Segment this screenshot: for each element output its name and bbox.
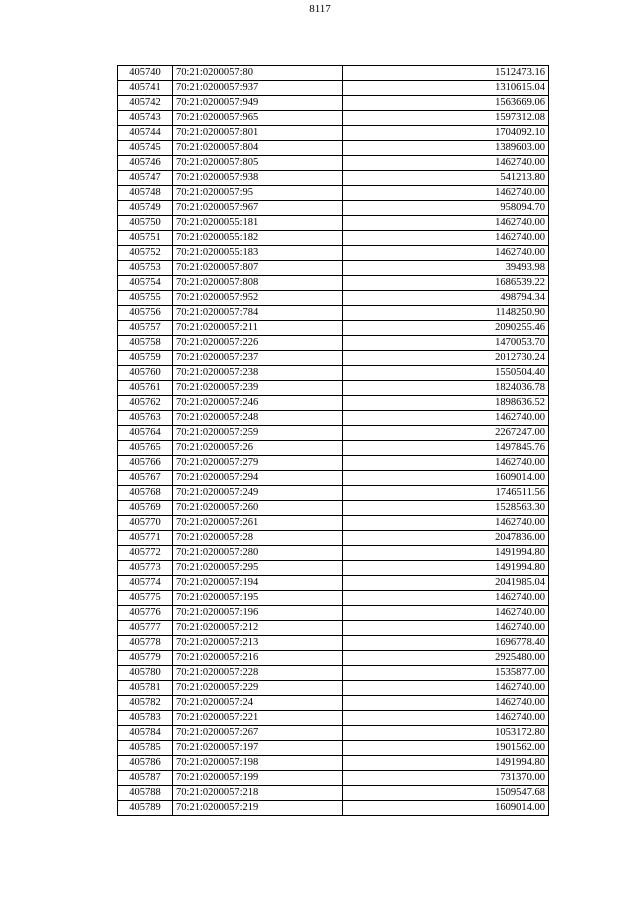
value-cell: 2090255.46 bbox=[343, 321, 549, 336]
cadastral-number-cell: 70:21:0200057:952 bbox=[173, 291, 343, 306]
value-cell: 1462740.00 bbox=[343, 696, 549, 711]
cadastral-number-cell: 70:21:0200057:95 bbox=[173, 186, 343, 201]
value-cell: 1512473.16 bbox=[343, 66, 549, 81]
table-body bbox=[118, 66, 549, 816]
cadastral-number-cell: 70:21:0200057:807 bbox=[173, 261, 343, 276]
table-row bbox=[118, 591, 549, 606]
cadastral-number-cell: 70:21:0200057:229 bbox=[173, 681, 343, 696]
row-number-cell: 405756 bbox=[118, 306, 173, 321]
cadastral-number-cell: 70:21:0200057:261 bbox=[173, 516, 343, 531]
row-number-cell: 405772 bbox=[118, 546, 173, 561]
cadastral-number-cell: 70:21:0200057:784 bbox=[173, 306, 343, 321]
row-number-cell: 405784 bbox=[118, 726, 173, 741]
cadastral-number-cell: 70:21:0200057:294 bbox=[173, 471, 343, 486]
value-cell: 1462740.00 bbox=[343, 411, 549, 426]
table-row bbox=[118, 726, 549, 741]
page-number: 8117 bbox=[309, 3, 331, 15]
row-number-cell: 405778 bbox=[118, 636, 173, 651]
table-row bbox=[118, 246, 549, 261]
value-cell: 1462740.00 bbox=[343, 591, 549, 606]
value-cell: 1470053.70 bbox=[343, 336, 549, 351]
row-number-cell: 405768 bbox=[118, 486, 173, 501]
table-row bbox=[118, 501, 549, 516]
row-number-cell: 405741 bbox=[118, 81, 173, 96]
value-cell: 541213.80 bbox=[343, 171, 549, 186]
cadastral-number-cell: 70:21:0200057:219 bbox=[173, 801, 343, 816]
cadastral-number-cell: 70:21:0200057:239 bbox=[173, 381, 343, 396]
cadastral-number-cell: 70:21:0200057:246 bbox=[173, 396, 343, 411]
cadastral-number-cell: 70:21:0200057:221 bbox=[173, 711, 343, 726]
value-cell: 1898636.52 bbox=[343, 396, 549, 411]
row-number-cell: 405779 bbox=[118, 651, 173, 666]
row-number-cell: 405763 bbox=[118, 411, 173, 426]
cadastral-number-cell: 70:21:0200057:805 bbox=[173, 156, 343, 171]
row-number-cell: 405740 bbox=[118, 66, 173, 81]
value-cell: 1462740.00 bbox=[343, 156, 549, 171]
value-cell: 1609014.00 bbox=[343, 801, 549, 816]
row-number-cell: 405777 bbox=[118, 621, 173, 636]
row-number-cell: 405754 bbox=[118, 276, 173, 291]
value-cell: 731370.00 bbox=[343, 771, 549, 786]
row-number-cell: 405767 bbox=[118, 471, 173, 486]
table-row bbox=[118, 231, 549, 246]
table-row bbox=[118, 291, 549, 306]
value-cell: 1535877.00 bbox=[343, 666, 549, 681]
row-number-cell: 405757 bbox=[118, 321, 173, 336]
table-row bbox=[118, 621, 549, 636]
value-cell: 1148250.90 bbox=[343, 306, 549, 321]
row-number-cell: 405769 bbox=[118, 501, 173, 516]
value-cell: 1462740.00 bbox=[343, 246, 549, 261]
table-row bbox=[118, 771, 549, 786]
cadastral-number-cell: 70:21:0200057:949 bbox=[173, 96, 343, 111]
cadastral-number-cell: 70:21:0200057:216 bbox=[173, 651, 343, 666]
row-number-cell: 405773 bbox=[118, 561, 173, 576]
table-row bbox=[118, 351, 549, 366]
cadastral-number-cell: 70:21:0200057:213 bbox=[173, 636, 343, 651]
cadastral-number-cell: 70:21:0200057:195 bbox=[173, 591, 343, 606]
row-number-cell: 405749 bbox=[118, 201, 173, 216]
table-row bbox=[118, 156, 549, 171]
row-number-cell: 405774 bbox=[118, 576, 173, 591]
row-number-cell: 405764 bbox=[118, 426, 173, 441]
table-row bbox=[118, 756, 549, 771]
value-cell: 1704092.10 bbox=[343, 126, 549, 141]
row-number-cell: 405780 bbox=[118, 666, 173, 681]
row-number-cell: 405762 bbox=[118, 396, 173, 411]
cadastral-number-cell: 70:21:0200057:212 bbox=[173, 621, 343, 636]
table-row bbox=[118, 531, 549, 546]
table-row bbox=[118, 306, 549, 321]
cadastral-number-cell: 70:21:0200057:226 bbox=[173, 336, 343, 351]
table-row bbox=[118, 546, 549, 561]
row-number-cell: 405770 bbox=[118, 516, 173, 531]
value-cell: 2047836.00 bbox=[343, 531, 549, 546]
value-cell: 1746511.56 bbox=[343, 486, 549, 501]
row-number-cell: 405758 bbox=[118, 336, 173, 351]
row-number-cell: 405753 bbox=[118, 261, 173, 276]
value-cell: 1491994.80 bbox=[343, 756, 549, 771]
value-cell: 1462740.00 bbox=[343, 606, 549, 621]
cadastral-number-cell: 70:21:0200057:194 bbox=[173, 576, 343, 591]
table-row bbox=[118, 186, 549, 201]
value-cell: 958094.70 bbox=[343, 201, 549, 216]
table-row bbox=[118, 201, 549, 216]
table-row bbox=[118, 111, 549, 126]
table-row bbox=[118, 486, 549, 501]
table-row bbox=[118, 471, 549, 486]
value-cell: 1686539.22 bbox=[343, 276, 549, 291]
cadastral-number-cell: 70:21:0200057:198 bbox=[173, 756, 343, 771]
row-number-cell: 405750 bbox=[118, 216, 173, 231]
value-cell: 1901562.00 bbox=[343, 741, 549, 756]
cadastral-number-cell: 70:21:0200057:801 bbox=[173, 126, 343, 141]
table-row bbox=[118, 516, 549, 531]
value-cell: 1509547.68 bbox=[343, 786, 549, 801]
value-cell: 1563669.06 bbox=[343, 96, 549, 111]
value-cell: 1696778.40 bbox=[343, 636, 549, 651]
value-cell: 1462740.00 bbox=[343, 621, 549, 636]
table-row bbox=[118, 741, 549, 756]
cadastral-number-cell: 70:21:0200057:267 bbox=[173, 726, 343, 741]
row-number-cell: 405766 bbox=[118, 456, 173, 471]
table-row bbox=[118, 696, 549, 711]
value-cell: 1609014.00 bbox=[343, 471, 549, 486]
row-number-cell: 405771 bbox=[118, 531, 173, 546]
row-number-cell: 405743 bbox=[118, 111, 173, 126]
cadastral-number-cell: 70:21:0200057:938 bbox=[173, 171, 343, 186]
value-cell: 1462740.00 bbox=[343, 681, 549, 696]
row-number-cell: 405765 bbox=[118, 441, 173, 456]
table-row bbox=[118, 366, 549, 381]
table-row bbox=[118, 666, 549, 681]
row-number-cell: 405776 bbox=[118, 606, 173, 621]
table-row bbox=[118, 321, 549, 336]
table-row bbox=[118, 636, 549, 651]
cadastral-number-cell: 70:21:0200057:218 bbox=[173, 786, 343, 801]
value-cell: 1462740.00 bbox=[343, 456, 549, 471]
value-cell: 1462740.00 bbox=[343, 711, 549, 726]
row-number-cell: 405752 bbox=[118, 246, 173, 261]
row-number-cell: 405747 bbox=[118, 171, 173, 186]
value-cell: 1310615.04 bbox=[343, 81, 549, 96]
table-row bbox=[118, 651, 549, 666]
row-number-cell: 405775 bbox=[118, 591, 173, 606]
value-cell: 2925480.00 bbox=[343, 651, 549, 666]
table-row bbox=[118, 786, 549, 801]
table-row bbox=[118, 381, 549, 396]
cadastral-number-cell: 70:21:0200055:181 bbox=[173, 216, 343, 231]
cadastral-value-table bbox=[117, 65, 549, 816]
cadastral-number-cell: 70:21:0200057:196 bbox=[173, 606, 343, 621]
cadastral-number-cell: 70:21:0200057:211 bbox=[173, 321, 343, 336]
table-row bbox=[118, 66, 549, 81]
value-cell: 1528563.30 bbox=[343, 501, 549, 516]
cadastral-number-cell: 70:21:0200057:26 bbox=[173, 441, 343, 456]
value-cell: 1462740.00 bbox=[343, 231, 549, 246]
cadastral-number-cell: 70:21:0200057:259 bbox=[173, 426, 343, 441]
value-cell: 2041985.04 bbox=[343, 576, 549, 591]
cadastral-number-cell: 70:21:0200057:279 bbox=[173, 456, 343, 471]
cadastral-number-cell: 70:21:0200057:228 bbox=[173, 666, 343, 681]
cadastral-number-cell: 70:21:0200057:804 bbox=[173, 141, 343, 156]
cadastral-number-cell: 70:21:0200057:80 bbox=[173, 66, 343, 81]
table-row bbox=[118, 126, 549, 141]
cadastral-number-cell: 70:21:0200057:280 bbox=[173, 546, 343, 561]
row-number-cell: 405787 bbox=[118, 771, 173, 786]
value-cell: 1462740.00 bbox=[343, 516, 549, 531]
table-row bbox=[118, 711, 549, 726]
cadastral-number-cell: 70:21:0200057:197 bbox=[173, 741, 343, 756]
cadastral-number-cell: 70:21:0200057:808 bbox=[173, 276, 343, 291]
row-number-cell: 405786 bbox=[118, 756, 173, 771]
table-row bbox=[118, 336, 549, 351]
cadastral-number-cell: 70:21:0200057:238 bbox=[173, 366, 343, 381]
row-number-cell: 405761 bbox=[118, 381, 173, 396]
row-number-cell: 405760 bbox=[118, 366, 173, 381]
row-number-cell: 405782 bbox=[118, 696, 173, 711]
table-row bbox=[118, 261, 549, 276]
cadastral-number-cell: 70:21:0200057:28 bbox=[173, 531, 343, 546]
cadastral-number-cell: 70:21:0200057:965 bbox=[173, 111, 343, 126]
table-row bbox=[118, 81, 549, 96]
value-cell: 1389603.00 bbox=[343, 141, 549, 156]
row-number-cell: 405742 bbox=[118, 96, 173, 111]
value-cell: 39493.98 bbox=[343, 261, 549, 276]
table-row bbox=[118, 276, 549, 291]
row-number-cell: 405785 bbox=[118, 741, 173, 756]
table-row bbox=[118, 141, 549, 156]
cadastral-number-cell: 70:21:0200057:260 bbox=[173, 501, 343, 516]
table-row bbox=[118, 411, 549, 426]
row-number-cell: 405789 bbox=[118, 801, 173, 816]
value-cell: 1462740.00 bbox=[343, 186, 549, 201]
table-row bbox=[118, 561, 549, 576]
row-number-cell: 405748 bbox=[118, 186, 173, 201]
value-cell: 1491994.80 bbox=[343, 561, 549, 576]
value-cell: 1053172.80 bbox=[343, 726, 549, 741]
cadastral-number-cell: 70:21:0200057:249 bbox=[173, 486, 343, 501]
table-row bbox=[118, 396, 549, 411]
value-cell: 1497845.76 bbox=[343, 441, 549, 456]
table-row bbox=[118, 216, 549, 231]
table-row bbox=[118, 606, 549, 621]
cadastral-number-cell: 70:21:0200057:24 bbox=[173, 696, 343, 711]
value-cell: 2012730.24 bbox=[343, 351, 549, 366]
row-number-cell: 405759 bbox=[118, 351, 173, 366]
cadastral-number-cell: 70:21:0200057:967 bbox=[173, 201, 343, 216]
table-row bbox=[118, 426, 549, 441]
value-cell: 1550504.40 bbox=[343, 366, 549, 381]
table-row bbox=[118, 456, 549, 471]
cadastral-number-cell: 70:21:0200057:248 bbox=[173, 411, 343, 426]
value-cell: 1824036.78 bbox=[343, 381, 549, 396]
table-row bbox=[118, 441, 549, 456]
cadastral-number-cell: 70:21:0200055:182 bbox=[173, 231, 343, 246]
table-row bbox=[118, 801, 549, 816]
table-row bbox=[118, 171, 549, 186]
row-number-cell: 405783 bbox=[118, 711, 173, 726]
table-row bbox=[118, 96, 549, 111]
cadastral-number-cell: 70:21:0200057:199 bbox=[173, 771, 343, 786]
row-number-cell: 405781 bbox=[118, 681, 173, 696]
row-number-cell: 405746 bbox=[118, 156, 173, 171]
row-number-cell: 405745 bbox=[118, 141, 173, 156]
table-row bbox=[118, 576, 549, 591]
value-cell: 2267247.00 bbox=[343, 426, 549, 441]
cadastral-number-cell: 70:21:0200057:237 bbox=[173, 351, 343, 366]
row-number-cell: 405751 bbox=[118, 231, 173, 246]
value-cell: 1597312.08 bbox=[343, 111, 549, 126]
row-number-cell: 405788 bbox=[118, 786, 173, 801]
value-cell: 1462740.00 bbox=[343, 216, 549, 231]
value-cell: 498794.34 bbox=[343, 291, 549, 306]
table-row bbox=[118, 681, 549, 696]
cadastral-number-cell: 70:21:0200057:295 bbox=[173, 561, 343, 576]
cadastral-number-cell: 70:21:0200057:937 bbox=[173, 81, 343, 96]
value-cell: 1491994.80 bbox=[343, 546, 549, 561]
row-number-cell: 405755 bbox=[118, 291, 173, 306]
cadastral-number-cell: 70:21:0200055:183 bbox=[173, 246, 343, 261]
row-number-cell: 405744 bbox=[118, 126, 173, 141]
